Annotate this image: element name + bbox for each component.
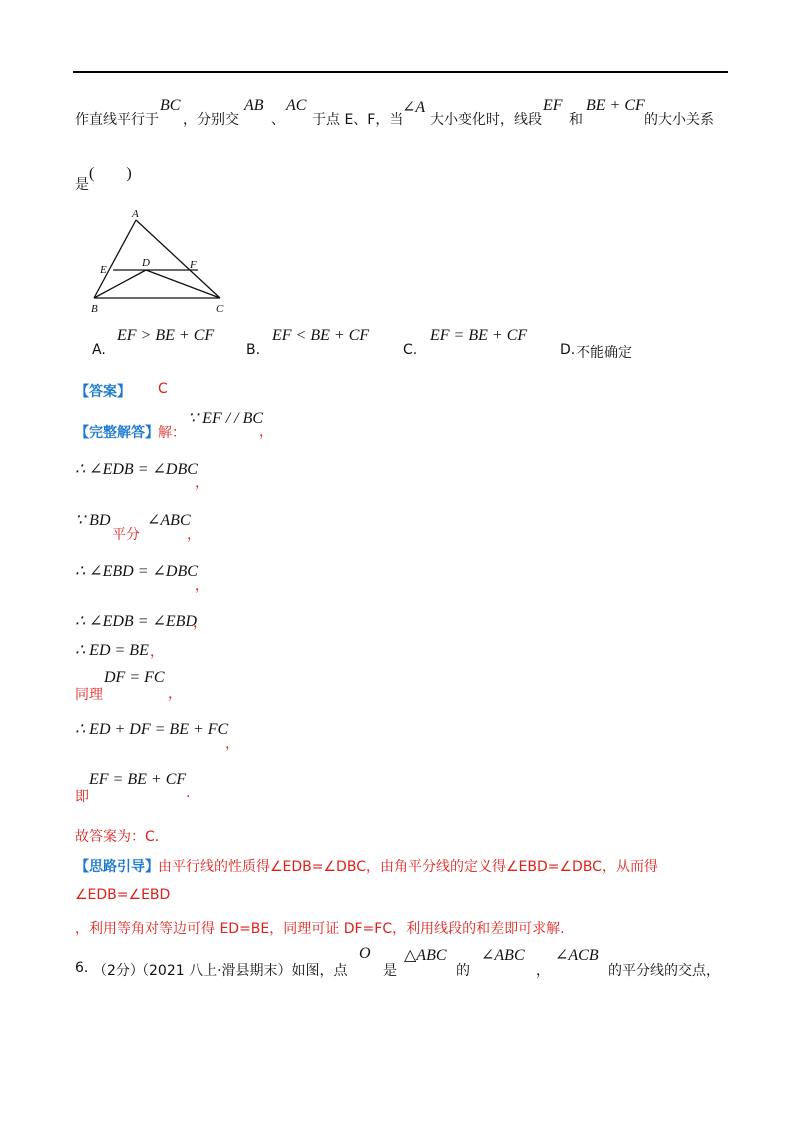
- segment-dc: [146, 270, 220, 298]
- solution-line-2a: ∵ BD: [75, 512, 111, 529]
- solution-jie: 解：: [158, 425, 186, 441]
- math-be-cf: BE + CF: [586, 97, 645, 114]
- math-bc: BC: [160, 97, 181, 114]
- solution-conclusion: 故答案为：C.: [75, 829, 160, 845]
- solution-line-2b: 平分: [112, 527, 140, 543]
- q6-tail: 的平分线的交点，: [608, 963, 720, 979]
- q6-angle-abc: ∠ABC: [481, 947, 525, 964]
- solution-line-8b: EF = BE + CF: [89, 771, 187, 788]
- solution-comma-6: ，: [168, 686, 182, 702]
- q6-source: （2021 八上·滑县期末）如图，点: [135, 963, 348, 979]
- solution-because-ef-bc: ∵ EF / / BC: [188, 410, 264, 427]
- solution-line-6b: DF = FC: [104, 669, 165, 686]
- solution-comma-4: ，: [193, 615, 207, 631]
- option-c-letter: C.: [403, 342, 418, 358]
- solution-comma-1: ，: [195, 475, 209, 491]
- option-d-letter: D.: [560, 342, 576, 358]
- q6-shi: 是: [383, 963, 397, 979]
- solution-line-4: ∴ ∠EDB = ∠EBD: [75, 613, 197, 630]
- solution-line-7: ∴ ED + DF = BE + FC: [75, 721, 229, 738]
- label-b: B: [91, 303, 98, 315]
- answer-tag: 【答案】: [75, 384, 131, 400]
- label-f: F: [190, 259, 197, 271]
- q6-number: 6.: [75, 960, 89, 976]
- option-b-letter: B.: [246, 342, 261, 358]
- question-he: 和: [569, 112, 583, 128]
- solution-line-2c: ∠ABC: [147, 512, 191, 529]
- answer-value: C: [158, 381, 168, 397]
- question-text-3: 于点 E、F，当: [312, 112, 404, 128]
- solution-comma-3: ，: [195, 578, 209, 594]
- solution-tag: 【完整解答】: [75, 425, 159, 441]
- question-text-1: 作直线平行于: [75, 112, 159, 128]
- solution-period: .: [186, 785, 191, 801]
- option-d-text: 不能确定: [576, 345, 632, 361]
- math-ac: AC: [286, 97, 307, 114]
- hint-line-3: ，利用等角对等边可得 ED=BE，同理可证 DF=FC，利用线段的和差即可求解.: [75, 921, 565, 937]
- question-text-4: 大小变化时，线段: [430, 112, 542, 128]
- label-a: A: [132, 208, 139, 220]
- math-ef: EF: [543, 97, 563, 114]
- solution-line-5: ∴ ED = BE: [75, 642, 149, 659]
- answer-paren: ( ): [89, 165, 132, 182]
- triangle-figure: [86, 206, 236, 320]
- solution-comma-0: ，: [259, 424, 273, 440]
- hint-tag: 【思路引导】: [75, 859, 159, 875]
- hint-line-1: 由平行线的性质得∠EDB=∠DBC，由角平分线的定义得∠EBD=∠DBC，从而得: [158, 859, 658, 875]
- q6-de: 的: [456, 963, 470, 979]
- q6-triangle: △ABC: [404, 947, 447, 964]
- q6-score: （2分）: [93, 963, 144, 979]
- q6-point-o: O: [359, 945, 371, 962]
- solution-line-6a: 同理: [75, 687, 103, 703]
- label-e: E: [100, 264, 107, 276]
- option-b-expr: EF < BE + CF: [272, 327, 370, 344]
- solution-line-3: ∴ ∠EBD = ∠DBC: [75, 563, 198, 580]
- option-c-expr: EF = BE + CF: [430, 327, 528, 344]
- header-rule: [73, 71, 728, 73]
- solution-line-1: ∴ ∠EDB = ∠DBC: [75, 461, 198, 478]
- label-c: C: [216, 303, 224, 315]
- question-text-2: ，分别交: [183, 112, 239, 128]
- math-angle-a: ∠A: [402, 99, 426, 116]
- solution-comma-5: ，: [150, 644, 164, 660]
- math-ab: AB: [244, 97, 264, 114]
- solution-comma-2: ，: [187, 527, 201, 543]
- question-text-5: 的大小关系: [644, 112, 714, 128]
- question-dun: 、: [271, 112, 285, 128]
- solution-line-8a: 即: [75, 789, 89, 805]
- label-d: D: [142, 257, 150, 269]
- solution-comma-7: ，: [225, 736, 239, 752]
- q6-comma: ，: [536, 963, 550, 979]
- option-a-expr: EF > BE + CF: [117, 327, 215, 344]
- option-a-letter: A.: [92, 342, 106, 358]
- q6-angle-acb: ∠ACB: [555, 947, 599, 964]
- question-text-6: 是: [75, 177, 89, 193]
- hint-line-2: ∠EDB=∠EBD: [75, 887, 171, 903]
